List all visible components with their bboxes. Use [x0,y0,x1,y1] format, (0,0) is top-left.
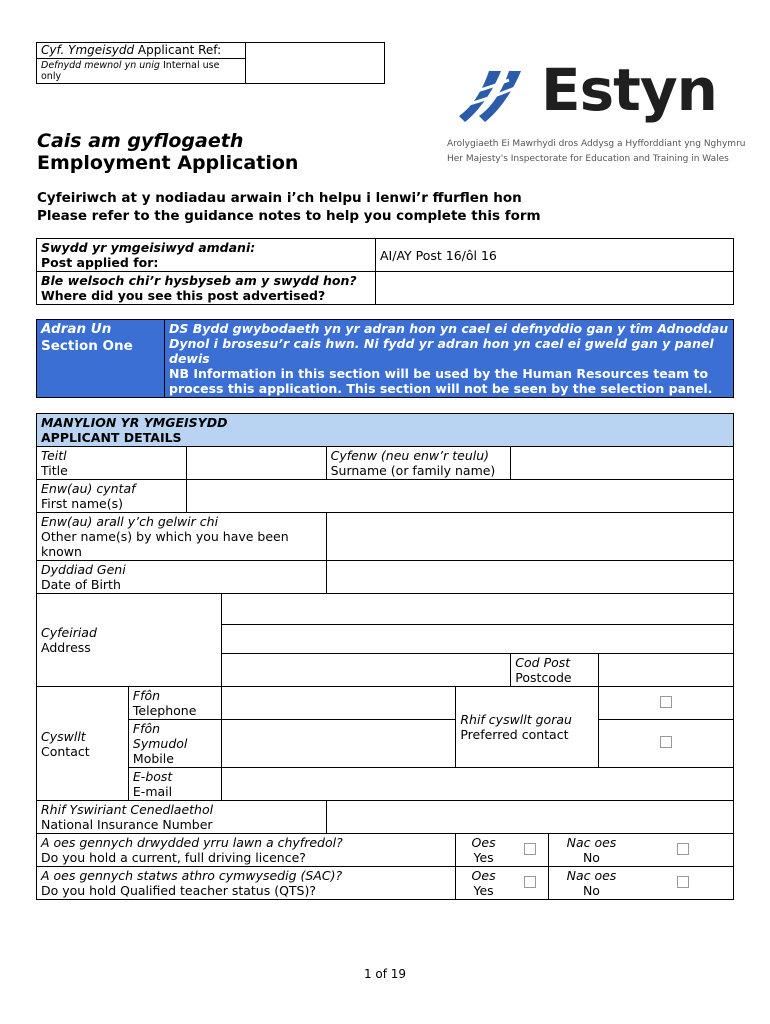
qts-yes-cy: Oes [471,868,496,883]
first-name-field[interactable] [186,480,733,513]
logo-wordmark: Estyn [541,56,717,124]
applicant-ref-label [37,43,246,59]
first-name-label [37,480,187,513]
post-table [36,238,734,305]
post-applied-en: Post applied for: [41,255,159,270]
estyn-logo-mark-icon [449,66,529,126]
qts-cy: A oes gennych statws athro cymwysedig (SAC)? [41,868,343,883]
dob-field[interactable] [326,561,733,594]
section-note-en: NB Information in this section will be used by the Human Resources team to process this application. This section will not be seen by the selection panel. [169,366,713,396]
dob-label [37,561,327,594]
ref-label-en: Applicant Ref: [137,43,222,57]
ni-en: National Insurance Number [41,817,213,832]
preferred-mobile-checkbox[interactable] [660,736,672,748]
email-field[interactable] [221,768,733,801]
guidance-en: Please refer to the guidance notes to help you complete this form [37,208,541,224]
surname-label [326,447,511,480]
preferred-en: Preferred contact [460,727,569,742]
section-one-box [36,319,734,398]
title-label [37,447,187,480]
other-cy: Enw(au) arall y’ch gelwir chi [41,514,219,529]
address-line-1-field[interactable] [221,594,733,625]
other-en: Other name(s) by which you have been known [41,529,289,559]
qts-no-en: No [582,883,600,898]
qts-no-cy: Nac oes [566,868,617,883]
other-names-label [37,513,327,561]
ni-label [37,801,327,834]
telephone-label [128,687,221,720]
licence-yes-en: Yes [473,850,494,865]
licence-en: Do you hold a current, full driving licence? [41,850,306,865]
guidance-cy: Cyfeiriwch at y nodiadau arwain i’ch helpu i lenwi’r ffurflen hon [37,190,522,206]
qts-yes-cell [511,867,549,900]
mobile-en: Mobile [132,751,174,766]
section-note-cy: DS Bydd gwybodaeth yn yr adran hon yn cael ei defnyddio gan y tîm Adnoddau Dynol i brosesu’r cais hwn. Ni fydd yr adran hon yn cael ei gweld gan y panel dewis [169,321,729,366]
preferred-mobile-cell [599,720,734,768]
post-applied-field[interactable]: AI/AY Post 16/ôl 16 [376,239,734,272]
ni-cy: Rhif Yswiriant Cenedlaethol [41,802,214,817]
preferred-telephone-checkbox[interactable] [660,696,672,708]
title-en: Title [41,463,68,478]
page-number: 1 of 19 [363,967,407,981]
postcode-cy: Cod Post [515,655,571,670]
surname-field[interactable] [511,447,734,480]
first-en: First name(s) [41,496,123,511]
address-en: Address [41,640,91,655]
first-cy: Enw(au) cyntaf [41,481,136,496]
applicant-ref-box [36,42,385,84]
email-label [128,768,221,801]
tagline-en: Her Majesty's Inspectorate for Education and Training in Wales [447,154,729,164]
email-en: E-mail [132,784,173,799]
post-advert-cy: Ble welsoch chi’r hysbyseb am y swydd hon? [41,273,357,288]
licence-yes-cy: Oes [471,835,496,850]
applicant-details-header [37,414,734,447]
qts-yes-label [456,867,511,900]
surname-en: Surname (or family name) [330,463,496,478]
tel-cy: Ffôn [132,688,161,703]
address-line-2-field[interactable] [221,625,733,654]
qts-no-checkbox[interactable] [677,876,689,888]
postcode-en: Postcode [515,670,572,685]
address-cy: Cyfeiriad [41,625,97,640]
tagline-cy: Arolygiaeth Ei Mawrhydi dros Addysg a Hyfforddiant yng Nghymru [447,139,746,149]
qts-no-label [549,867,634,900]
title-cy: Teitl [41,448,67,463]
telephone-field[interactable] [221,687,456,720]
post-applied-label [37,239,376,272]
licence-no-checkbox[interactable] [677,843,689,855]
preferred-contact-label [456,687,599,768]
preferred-telephone-cell [599,687,734,720]
licence-cy: A oes gennych drwydded yrru lawn a chyfredol? [41,835,343,850]
licence-yes-checkbox[interactable] [524,843,536,855]
dob-en: Date of Birth [41,577,121,592]
ni-field[interactable] [326,801,733,834]
licence-no-cy: Nac oes [566,835,617,850]
header-cy: MANYLION YR YMGEISYDD [41,415,228,430]
mobile-label [128,720,221,768]
title-field[interactable] [186,447,326,480]
form-title-cy: Cais am gyflogaeth [37,130,244,152]
licence-yes-cell [511,834,549,867]
contact-en: Contact [41,743,90,759]
email-cy: E-bost [132,769,173,784]
postcode-label [511,654,599,687]
internal-use-label [37,59,246,84]
licence-no-cell [634,834,734,867]
section-label [37,320,165,398]
applicant-ref-field[interactable] [246,43,385,84]
qts-yes-en: Yes [473,883,494,898]
licence-yes-label [456,834,511,867]
qts-no-cell [634,867,734,900]
post-advert-field[interactable] [376,272,734,305]
contact-cy: Cyswllt [41,728,86,744]
mobile-cy: Ffôn Symudol [132,721,188,751]
header-en: APPLICANT DETAILS [41,430,182,445]
qts-label [37,867,456,900]
address-label [37,594,222,687]
address-line-3-field[interactable] [221,654,510,687]
mobile-field[interactable] [221,720,456,768]
licence-no-en: No [582,850,600,865]
contact-label [37,687,129,801]
section-note [165,320,734,398]
post-advert-en: Where did you see this post advertised? [41,288,326,303]
form-title-en: Employment Application [37,152,299,174]
licence-label [37,834,456,867]
surname-cy: Cyfenw (neu enw’r teulu) [330,448,490,463]
post-applied-cy: Swydd yr ymgeisiwyd amdani: [41,240,256,255]
licence-no-label [549,834,634,867]
section-label-cy: Adran Un [41,321,112,337]
applicant-details-table [36,413,734,900]
qts-yes-checkbox[interactable] [524,876,536,888]
preferred-cy: Rhif cyswllt gorau [460,712,572,727]
internal-use-en: Internal use only [41,60,220,82]
section-label-en: Section One [41,338,133,354]
post-advert-label [37,272,376,305]
postcode-field[interactable] [599,654,734,687]
tel-en: Telephone [132,703,197,718]
qts-en: Do you hold Qualified teacher status (QTS)? [41,883,317,898]
ref-label-cy: Cyf. Ymgeisydd [41,43,135,57]
estyn-logo [449,56,717,134]
internal-use-cy: Defnydd mewnol yn unig [41,60,160,71]
other-names-field[interactable] [326,513,733,561]
dob-cy: Dyddiad Geni [41,562,126,577]
